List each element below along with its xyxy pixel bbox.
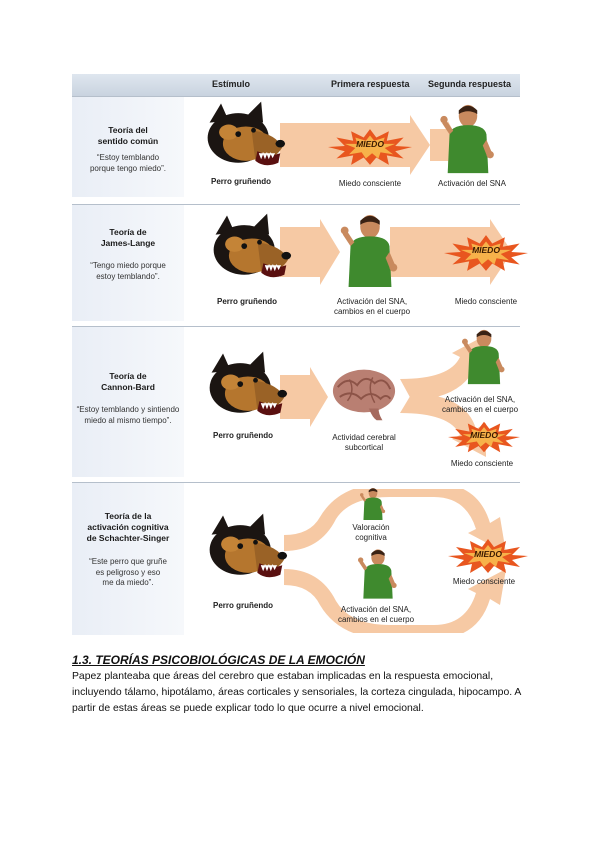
panel-james-lange xyxy=(72,204,520,321)
first-response-caption: Miedo consciente xyxy=(338,179,402,188)
second-response-bottom-caption: Miedo consciente xyxy=(450,459,514,468)
header-stimulus: Estímulo xyxy=(212,79,251,89)
growling-dog-image xyxy=(200,101,286,171)
theory-box xyxy=(72,327,184,477)
theory-title: Teoría de James-Lange xyxy=(100,227,156,248)
fear-label: MIEDO xyxy=(470,430,498,440)
theory-quote: “Estoy temblando porque tengo miedo”. xyxy=(89,153,167,173)
trembling-person-image xyxy=(440,103,496,175)
theory-title: Teoría del sentido común xyxy=(97,125,159,146)
thinking-person-image xyxy=(360,487,386,521)
theory-title: Teoría de la activación cognitiva de Schachter-Singer xyxy=(86,511,170,543)
second-response-caption: Miedo consciente xyxy=(452,577,516,586)
trembling-person-image xyxy=(340,213,400,289)
first-response-caption: Activación del SNA, cambios en el cuerpo xyxy=(333,297,411,316)
first-response-bottom-caption: Activación del SNA, cambios en el cuerpo xyxy=(337,605,415,624)
section-title: 1.3. TEORÍAS PSICOBIOLÓGICAS DE LA EMOCIÓN xyxy=(72,653,365,667)
trembling-person-image xyxy=(358,547,398,601)
fear-label: MIEDO xyxy=(474,549,502,559)
brain-image xyxy=(330,365,398,421)
panel-common-sense xyxy=(72,96,520,197)
stimulus-caption: Perro gruñendo xyxy=(212,431,273,440)
header-second-response: Segunda respuesta xyxy=(428,79,512,89)
theory-title: Teoría de Cannon-Bard xyxy=(101,371,155,392)
growling-dog-image xyxy=(206,213,292,283)
growling-dog-image xyxy=(202,351,288,421)
stimulus-caption: Perro gruñendo xyxy=(212,601,273,610)
first-response-top-caption: Valoración cognitiva xyxy=(352,523,390,542)
second-response-caption: Miedo consciente xyxy=(454,297,518,306)
panel-cannon-bard xyxy=(72,326,520,477)
header-first-response: Primera respuesta xyxy=(331,79,410,89)
fear-label: MIEDO xyxy=(472,245,500,255)
fear-label: MIEDO xyxy=(356,139,384,149)
theory-quote: “Estoy temblando y sintiendo miedo al mismo tiempo”. xyxy=(76,405,180,425)
theory-box xyxy=(72,97,184,197)
emotion-theories-figure xyxy=(72,74,520,634)
stimulus-caption: Perro gruñendo xyxy=(210,177,271,186)
theory-quote: “Este perro que gruñe es peligroso y eso me da miedo”. xyxy=(89,557,167,587)
theory-quote: “Tengo miedo porque estoy temblando”. xyxy=(90,261,166,281)
growling-dog-image xyxy=(202,513,288,583)
trembling-person-image xyxy=(462,327,506,387)
second-response-caption: Activación del SNA xyxy=(437,179,507,188)
first-response-caption: Actividad cerebral subcortical xyxy=(332,433,396,452)
second-response-top-caption: Activación del SNA, cambios en el cuerpo xyxy=(441,395,519,414)
section-body: Papez planteaba que áreas del cerebro que estaban implicadas en la respuesta emocional, incluyendo tálamo, hipotálamo, áreas corticales y sensoriales, la corteza cingulada, hipocampo. A partir de estas áreas se puede explicar todo lo que ocurre a nivel emocional. xyxy=(72,671,521,714)
figure-header xyxy=(72,74,520,97)
stimulus-caption: Perro gruñendo xyxy=(216,297,277,306)
panel-schachter-singer xyxy=(72,482,520,635)
